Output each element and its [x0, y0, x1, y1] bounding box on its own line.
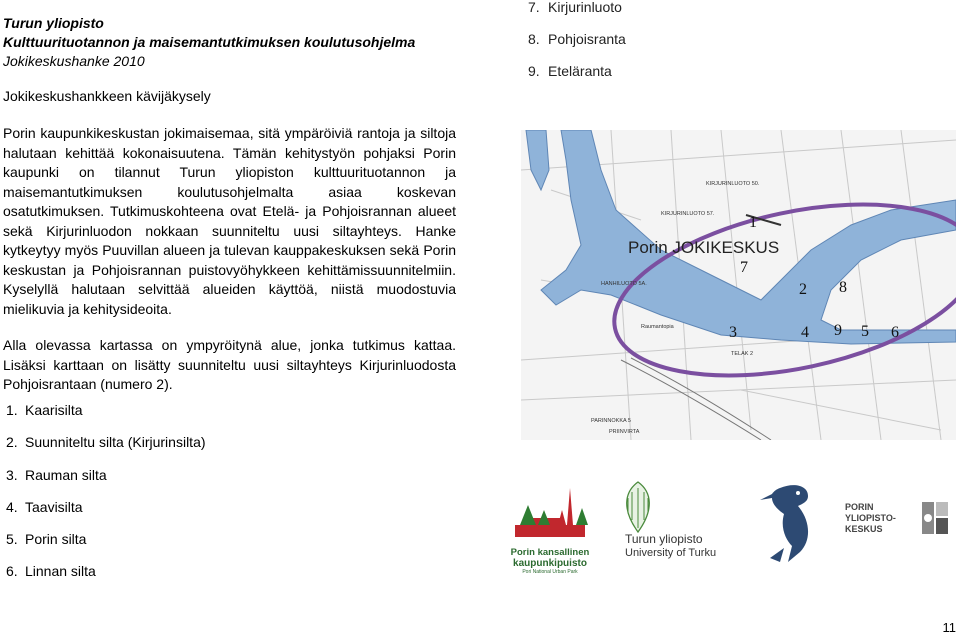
- marker-9: 9: [834, 322, 842, 339]
- turku-name-en: University of Turku: [625, 547, 717, 559]
- header-university: Turun yliopisto: [3, 15, 104, 31]
- bird-logo: [750, 480, 830, 575]
- turku-crest-icon: [618, 480, 658, 535]
- marker-6: 6: [891, 324, 899, 341]
- street-label: KIRJURINLUOTO 50.: [706, 181, 760, 187]
- marker-5: 5: [861, 323, 869, 340]
- center-name-line3: KESKUS: [845, 524, 883, 534]
- street-label: PRIINVIRTA: [609, 429, 640, 435]
- list-item: 1. Kaarisilta: [6, 402, 83, 418]
- turku-name-fi: Turun yliopisto: [625, 532, 703, 546]
- header-program: Kulttuurituotannon ja maisemantutkimuksen koulutusohjelma: [3, 34, 416, 50]
- street-label: TELAK 2: [731, 351, 754, 357]
- center-name-line1: PORIN: [845, 502, 874, 512]
- turku-logo: [610, 480, 730, 575]
- header-project: Jokikeskushanke 2010: [3, 53, 145, 69]
- center-name-line2: YLIOPISTO-: [845, 513, 896, 523]
- park-logo: [500, 480, 600, 575]
- street-label: KIRJURINLUOTO 57.: [661, 211, 715, 217]
- map-paragraph: Alla olevassa kartassa on ympyröitynä alue, jonka tutkimus kattaa. Lisäksi karttaan on lisätty suunniteltu uusi siltayhteys Kirjurinluodosta Pohjoisrantaan (numero 2).: [3, 337, 456, 392]
- page-number: 11: [942, 620, 956, 635]
- marker-3: 3: [729, 324, 737, 341]
- list-item: 3. Rauman silta: [6, 466, 107, 483]
- marker-8: 8: [839, 279, 847, 296]
- street-label: Raumantopia: [641, 324, 674, 330]
- street-label: HANHILUOTO 5A.: [601, 281, 647, 287]
- locations-list-right: [528, 0, 626, 96]
- marker-1: 1: [749, 214, 757, 231]
- park-name-line3: Pori National Urban Park: [522, 569, 578, 575]
- bird-icon: [750, 480, 830, 565]
- park-name-line2: kaupunkipuisto: [513, 558, 587, 569]
- marker-4: 4: [801, 324, 809, 341]
- area-map: [521, 130, 956, 440]
- intro-paragraph: Porin kaupunkikeskustan jokimaisemaa, sitä ympäröiviä rantoja ja siltoja halutaan kehittää kokonaisuutena. Tämän kehitystyön pohjaksi Porin kaupunki on tilannut Turun yliopiston kulttuurituotannon ja maisemantutkimuksen koulutusohjelmalta asiaa koskevan osatutkimuksen. Tutkimuskohteena ovat Etelä- ja Pohjoisrannan alueet sekä Kirjurinluodon nokkaan suunniteltu uusi siltayhteys. Hanke kytkeytyy myös Puuvillan alueen ja tulevan kauppakeskuksen sekä Porin keskustan ja Pohjoisrannan puistovyöhykkeen kehittämissuunnitelmiin. Kyselyllä halutaan selvittää alueiden käyttöä, niistä muodostuvia mielikuvia ja kehitysideoita.: [3, 125, 456, 317]
- park-icon: [500, 480, 600, 542]
- marker-7: 7: [740, 259, 748, 276]
- list-item: 7. Kirjurinluoto: [528, 0, 622, 15]
- park-name-line1: Porin kansallinen: [510, 547, 590, 558]
- center-logo: [845, 490, 955, 550]
- list-item: 5. Porin silta: [6, 531, 87, 548]
- logos-row: [500, 480, 955, 575]
- list-item: 2. Suunniteltu silta (Kirjurinsilta): [6, 434, 206, 451]
- survey-title: Jokikeskushankkeen kävijäkysely: [3, 88, 211, 104]
- marker-2: 2: [799, 281, 807, 298]
- list-item: 8. Pohjoisranta: [528, 31, 626, 47]
- locations-list-left: [6, 401, 206, 595]
- list-item: 9. Eteläranta: [528, 63, 612, 79]
- list-item: 4. Taavisilta: [6, 498, 83, 515]
- map-title: Porin JOKIKESKUS: [628, 238, 780, 257]
- street-label: PARINNOKKA 5: [591, 418, 631, 424]
- list-item: 6. Linnan silta: [6, 563, 96, 580]
- center-emblem-icon: [920, 498, 950, 538]
